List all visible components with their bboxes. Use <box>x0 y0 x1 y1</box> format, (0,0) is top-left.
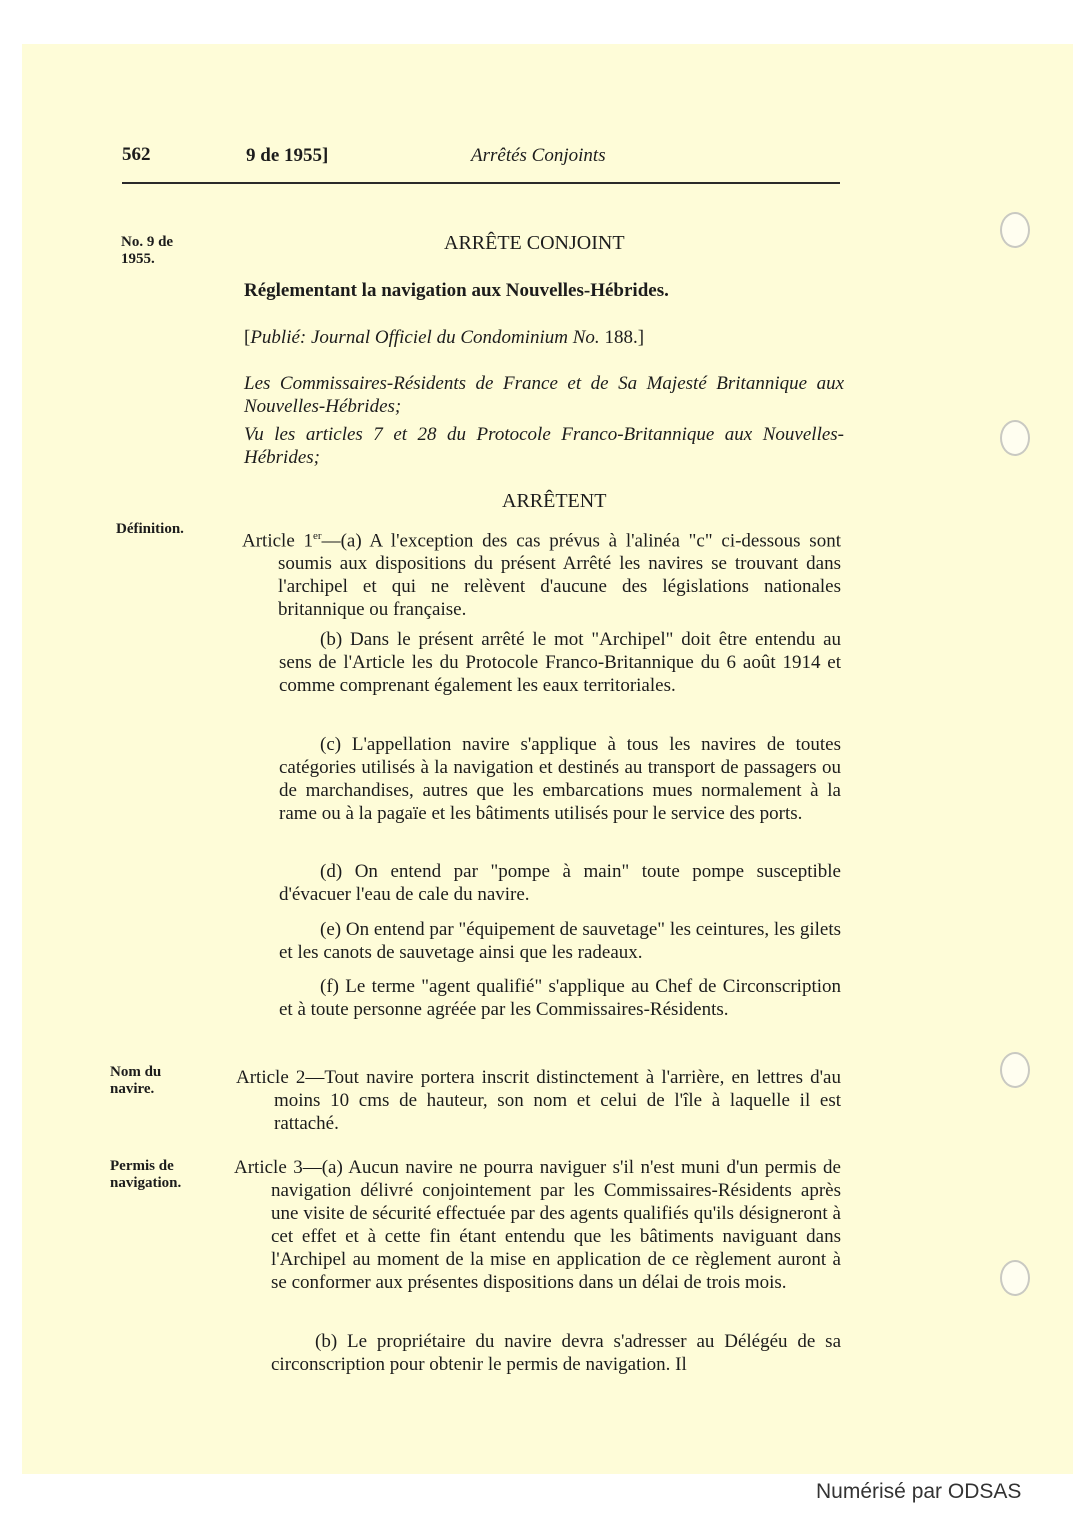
article-1-f: (f) Le terme "agent qualifié" s'applique au Chef de Circonscription et à toute personne agréée par les Commissaires-Résidents. <box>279 976 841 1020</box>
running-title: Arrêtés Conjoints <box>471 145 606 166</box>
article-2: Article 2—Tout navire portera inscrit distinctement à l'arrière, en lettres d'au moins 10 cms de hauteur, son nom et celui de l'île à laquelle il est rattaché. <box>236 1067 841 1134</box>
article-1-e: (e) On entend par "équipement de sauvetage" les ceintures, les gilets et les canots de sauvetage ainsi que les radeaux. <box>279 919 841 963</box>
article-1-c: (c) L'appellation navire s'applique à tous les navires de toutes catégories utilisés à la navigation et destinés au transport de passagers ou de marchandises, autres que les embarcations mues normalement à la rame ou à la pagaïe et les bâtiments utilisés pour le service des ports. <box>279 734 841 824</box>
binder-hole <box>1000 1052 1030 1088</box>
article-3-a: Article 3—(a) Aucun navire ne pourra naviguer s'il n'est muni d'un permis de navigation délivré conjointement par les Commissaires-Résidents après une visite de sécurité effectuée par des agents qualifiés qu'ils désigneront à cet effet et à cette fin étant entendu que les bâtiments naviguant dans l'Archipel au moment de la mise en application de ce règlement auront à se conformer aux présentes dispositions dans un délai de trois mois. <box>234 1157 841 1293</box>
arretent-heading: ARRÊTENT <box>502 490 607 512</box>
publication-label: Publié: Journal Officiel du Condominium No. <box>250 327 600 348</box>
page-number: 562 <box>122 144 151 165</box>
publication-reference <box>244 327 644 349</box>
margin-note-definition: Définition. <box>116 521 184 537</box>
margin-note-permis: Permis de navigation. <box>110 1158 182 1191</box>
article-1-a <box>242 525 841 621</box>
binder-hole <box>1000 420 1030 456</box>
binder-hole <box>1000 212 1030 248</box>
header-reference: 9 de 1955] <box>246 145 329 166</box>
digitization-watermark: Numérisé par ODSAS <box>816 1480 1022 1503</box>
margin-note-nom-du-navire: Nom du navire. <box>110 1064 162 1097</box>
article-1-a-text: —(a) A l'exception des cas prévus à l'alinéa "c" ci-dessous sont soumis aux dispositions du présent Arrêté les navires se trouvant dans l'archipel et qui ne relèvent d'aucune des législations nationales britannique ou française. <box>278 530 841 621</box>
article-3-b: (b) Le propriétaire du navire devra s'adresser au Délégéu de sa circonscription pour obtenir le permis de navigation. Il <box>271 1331 841 1375</box>
preamble-vu: Vu les articles 7 et 28 du Protocole Franco-Britannique aux Nouvelles-Hébrides; <box>244 424 844 468</box>
article-1-lead: Article 1 <box>242 530 314 552</box>
article-1-b: (b) Dans le présent arrêté le mot "Archipel" doit être entendu au sens de l'Article les du Protocole Franco-Britannique du 6 août 1914 et comme comprenant également les eaux territoriales. <box>279 629 841 696</box>
preamble-commissaires: Les Commissaires-Résidents de France et de Sa Majesté Britannique aux Nouvelles-Hébrides; <box>244 373 844 417</box>
header-rule <box>122 182 840 184</box>
article-1-d: (d) On entend par "pompe à main" toute pompe susceptible d'évacuer l'eau de cale du navire. <box>279 861 841 905</box>
publication-number: 188.] <box>599 327 645 348</box>
binder-hole <box>1000 1260 1030 1296</box>
publication-bracket: [ <box>244 327 251 348</box>
margin-note-number: No. 9 de 1955. <box>121 234 174 267</box>
document-title: ARRÊTE CONJOINT <box>444 232 625 254</box>
article-1-superscript: er <box>313 530 322 542</box>
document-subtitle: Réglementant la navigation aux Nouvelles-Hébrides. <box>244 280 669 301</box>
